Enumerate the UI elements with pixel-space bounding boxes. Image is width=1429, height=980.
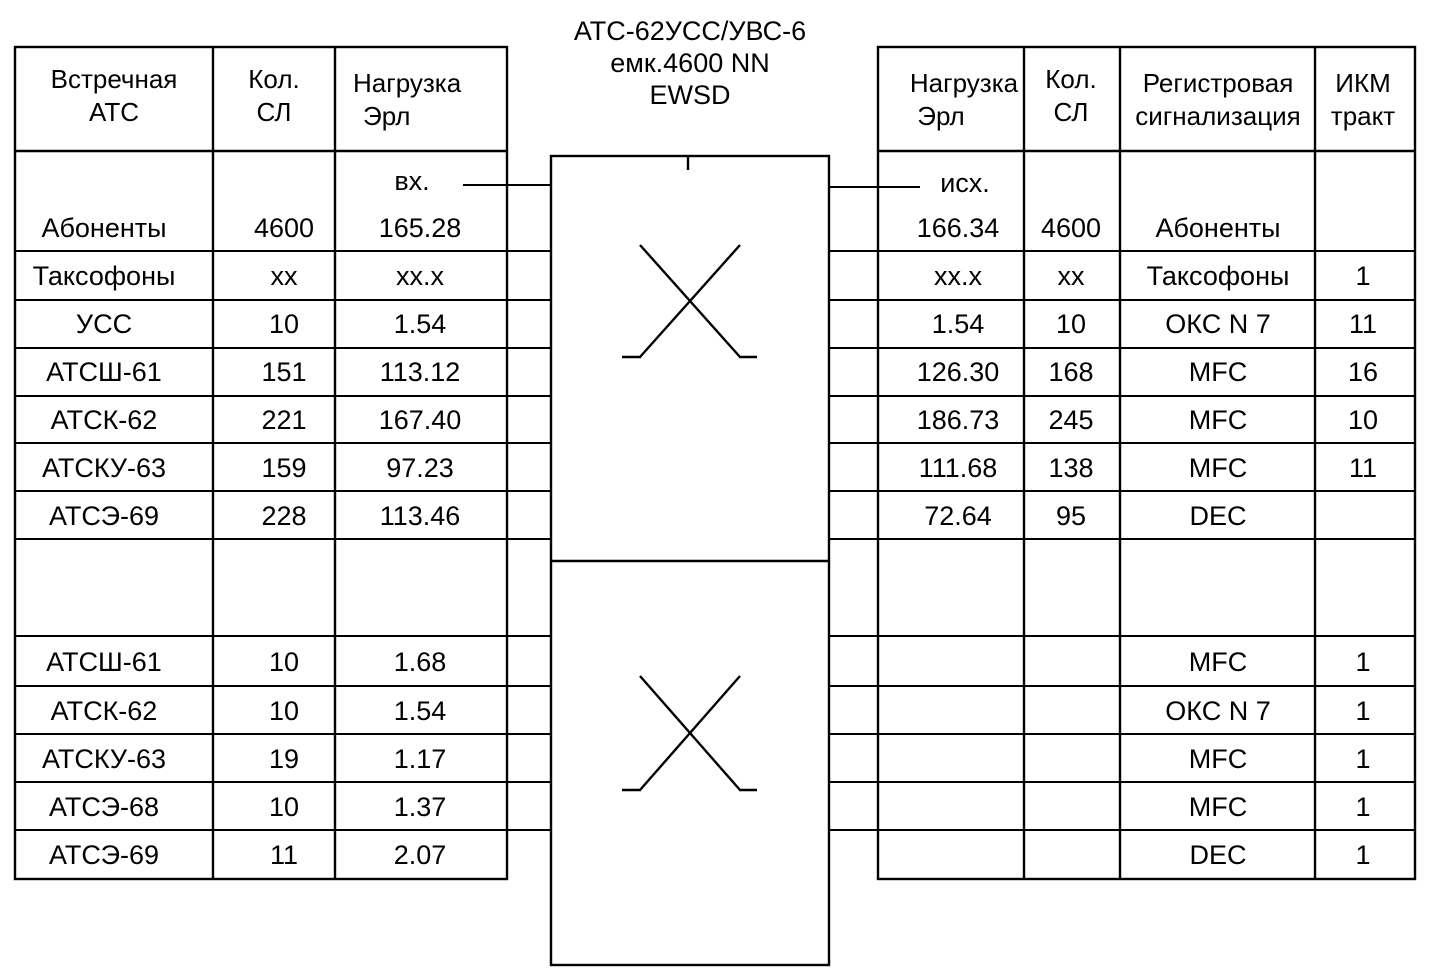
left-cell-exchange-name: АТСКУ-63 xyxy=(41,744,167,774)
right-table-row xyxy=(1189,744,1371,774)
right-table-header xyxy=(910,64,1395,198)
right-cell-signalling: DEC xyxy=(1189,501,1247,531)
right-cell-load-erl: xx.x xyxy=(933,261,983,291)
right-cell-signalling: MFC xyxy=(1188,453,1248,483)
right-cell-load-erl: 111.68 xyxy=(918,453,998,483)
header-trunk-count-line1: Кол. xyxy=(248,64,300,94)
left-table-row xyxy=(51,696,447,726)
title-line-1: АТС-62УСС/УВС-6 xyxy=(573,16,807,46)
left-cell-trunk-count: 221 xyxy=(261,405,307,435)
right-table-row xyxy=(1189,840,1370,870)
left-cell-trunk-count: 10 xyxy=(268,696,300,726)
left-cell-trunk-count: 10 xyxy=(268,309,300,339)
right-cell-trunk-count: xx xyxy=(1057,261,1085,291)
left-cell-exchange-name: АТСШ-61 xyxy=(46,647,162,677)
left-cell-exchange-name: АТСЭ-69 xyxy=(48,840,160,870)
right-cell-pcm-path: 1 xyxy=(1355,696,1371,726)
switch-block xyxy=(463,156,920,965)
left-cell-load-erl: 1.37 xyxy=(393,792,447,822)
left-cell-exchange-name: АТСЭ-68 xyxy=(48,792,160,822)
right-cell-load-erl: 1.54 xyxy=(931,309,985,339)
header-counter-exchange-line2: АТС xyxy=(89,97,139,127)
right-cell-signalling: DEC xyxy=(1189,840,1247,870)
left-cell-load-erl: 2.07 xyxy=(393,840,447,870)
switching-field-symbol-upper xyxy=(622,245,757,357)
left-cell-trunk-count: 151 xyxy=(261,357,307,387)
right-table-row xyxy=(919,453,1377,483)
left-cell-load-erl: 1.54 xyxy=(393,696,447,726)
table-rows xyxy=(33,213,1378,870)
left-cell-exchange-name: УСС xyxy=(75,309,133,339)
left-cell-exchange-name: АТСШ-61 xyxy=(46,357,162,387)
right-table-row xyxy=(934,261,1371,291)
right-cell-load-erl: 126.30 xyxy=(916,357,1000,387)
right-cell-trunk-count: 10 xyxy=(1055,309,1087,339)
right-table-row xyxy=(1189,792,1371,822)
right-cell-load-erl: 72.64 xyxy=(924,501,992,531)
left-cell-load-erl: 167.40 xyxy=(378,405,462,435)
right-cell-pcm-path: 1 xyxy=(1355,744,1371,774)
title-line-2: емк.4600 NN xyxy=(610,48,770,78)
right-cell-pcm-path: 10 xyxy=(1347,405,1379,435)
left-table-row xyxy=(76,309,446,339)
header-trunk-count-line2: СЛ xyxy=(256,97,292,127)
left-cell-load-erl: xx.x xyxy=(395,261,445,291)
left-table-row xyxy=(42,453,454,483)
switching-field-symbol-lower xyxy=(622,676,757,790)
left-cell-trunk-count: 4600 xyxy=(253,213,315,243)
left-cell-trunk-count: xx xyxy=(270,261,298,291)
right-table-row xyxy=(1165,696,1370,726)
left-cell-exchange-name: АТСК-62 xyxy=(50,696,158,726)
right-cell-signalling: Таксофоны xyxy=(1146,261,1290,291)
header-load-line2: Эрл xyxy=(917,101,965,131)
right-cell-signalling: ОКС N 7 xyxy=(1165,309,1271,339)
header-signalling-line1: Регистровая xyxy=(1142,68,1294,98)
row-connector-lines xyxy=(507,251,878,830)
right-cell-trunk-count: 4600 xyxy=(1040,213,1102,243)
left-cell-trunk-count: 19 xyxy=(268,744,300,774)
header-pcm-path-line2: тракт xyxy=(1330,101,1396,131)
left-cell-load-erl: 97.23 xyxy=(386,453,454,483)
right-cell-signalling: ОКС N 7 xyxy=(1165,696,1271,726)
header-trunk-count-line2: СЛ xyxy=(1053,97,1089,127)
right-cell-load-erl: 186.73 xyxy=(916,405,1000,435)
right-cell-pcm-path: 11 xyxy=(1348,309,1378,339)
right-cell-pcm-path: 16 xyxy=(1347,357,1379,387)
header-load-line1: Нагрузка xyxy=(909,68,1019,98)
left-table-row xyxy=(49,501,460,531)
exchange-title xyxy=(574,16,806,110)
left-cell-load-erl: 113.12 xyxy=(379,357,461,387)
left-cell-exchange-name: АТСКУ-63 xyxy=(41,453,167,483)
left-cell-exchange-name: Абоненты xyxy=(41,213,167,243)
left-cell-load-erl: 165.28 xyxy=(378,213,462,243)
right-table-row xyxy=(917,405,1378,435)
left-table-row xyxy=(49,840,446,870)
left-cell-load-erl: 1.54 xyxy=(393,309,447,339)
left-cell-trunk-count: 228 xyxy=(261,501,307,531)
header-counter-exchange-line1: Встречная xyxy=(50,64,178,94)
left-table-row xyxy=(42,744,446,774)
header-signalling-line2: сигнализация xyxy=(1135,101,1301,131)
left-table-row xyxy=(41,213,461,243)
left-cell-trunk-count: 11 xyxy=(269,840,299,870)
right-cell-signalling: MFC xyxy=(1188,357,1248,387)
right-cell-signalling: Абоненты xyxy=(1155,213,1281,243)
left-cell-trunk-count: 159 xyxy=(261,453,307,483)
incoming-label: вх. xyxy=(394,166,430,196)
right-cell-signalling: MFC xyxy=(1188,744,1248,774)
left-cell-trunk-count: 10 xyxy=(268,647,300,677)
header-pcm-path-line1: ИКМ xyxy=(1335,68,1391,98)
right-table-row xyxy=(924,501,1246,531)
right-table-row xyxy=(932,309,1377,339)
right-cell-pcm-path: 11 xyxy=(1348,453,1378,483)
right-cell-trunk-count: 95 xyxy=(1055,501,1087,531)
right-table-row xyxy=(1189,647,1371,677)
right-table-row xyxy=(917,357,1378,387)
left-cell-exchange-name: АТСК-62 xyxy=(50,405,158,435)
left-table-row xyxy=(51,405,462,435)
header-load-line2: Эрл xyxy=(363,101,411,131)
header-load-line1: Нагрузка xyxy=(353,68,462,98)
left-table-row xyxy=(46,647,446,677)
left-cell-load-erl: 1.17 xyxy=(393,744,447,774)
title-line-3: EWSD xyxy=(649,80,731,110)
right-cell-pcm-path: 1 xyxy=(1355,647,1371,677)
right-cell-pcm-path: 1 xyxy=(1355,261,1371,291)
left-table-row xyxy=(33,261,445,291)
right-table-row xyxy=(917,213,1281,243)
right-cell-pcm-path: 1 xyxy=(1355,840,1371,870)
right-cell-trunk-count: 245 xyxy=(1048,405,1094,435)
left-table-header xyxy=(51,64,462,196)
right-cell-signalling: MFC xyxy=(1188,792,1248,822)
left-table-row xyxy=(49,792,446,822)
outgoing-label: исх. xyxy=(940,168,990,198)
header-trunk-count-line1: Кол. xyxy=(1045,64,1097,94)
right-cell-load-erl: 166.34 xyxy=(916,213,1000,243)
right-cell-trunk-count: 168 xyxy=(1048,357,1094,387)
right-cell-signalling: MFC xyxy=(1188,647,1248,677)
right-cell-trunk-count: 138 xyxy=(1048,453,1094,483)
left-cell-load-erl: 113.46 xyxy=(379,501,461,531)
left-cell-exchange-name: Таксофоны xyxy=(32,261,176,291)
right-cell-signalling: MFC xyxy=(1188,405,1248,435)
left-cell-exchange-name: АТСЭ-69 xyxy=(48,501,160,531)
right-cell-pcm-path: 1 xyxy=(1355,792,1371,822)
left-table-row xyxy=(46,357,460,387)
left-cell-trunk-count: 10 xyxy=(268,792,300,822)
left-cell-load-erl: 1.68 xyxy=(393,647,447,677)
